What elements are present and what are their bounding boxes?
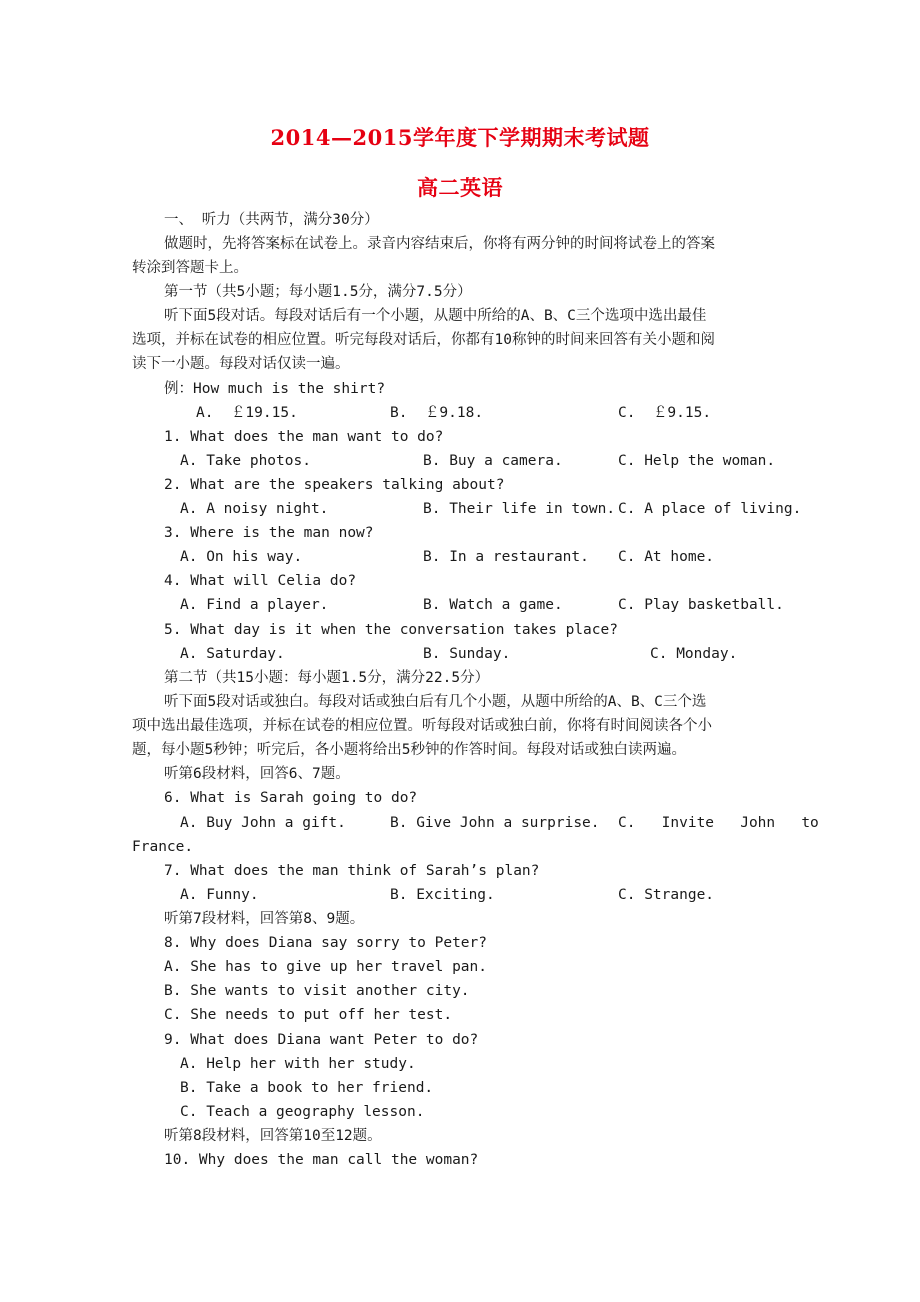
question-4: 4. What will Celia do? [164, 573, 357, 589]
option-a: A. On his way. [180, 549, 303, 565]
option-b: B. Give John a surprise. [390, 815, 600, 831]
option-b: B. ￡9.18. [390, 405, 484, 421]
question-3: 3. Where is the man now? [164, 525, 374, 541]
option-b: B. In a restaurant. [423, 549, 589, 565]
option-c: C. Strange. [618, 887, 715, 903]
option-c: C. She needs to put off her test. [164, 1007, 453, 1023]
option-a: A. Take photos. [180, 453, 311, 469]
question-9: 9. What does Diana want Peter to do? [164, 1032, 479, 1048]
section2-intro-line: 听下面5段对话或独白。每段对话或独白后有几个小题，从题中所给的A、B、C三个选 [164, 694, 707, 710]
question-5: 5. What day is it when the conversation takes place? [164, 622, 618, 638]
section1-intro-line: 听下面5段对话。每段对话后有一个小题，从题中所给的A、B、C三个选项中选出最佳 [164, 308, 707, 324]
material-instruction: 听第6段材料，回答6、7题。 [164, 766, 350, 782]
option-a: A. Funny. [180, 887, 259, 903]
material-instruction: 听第7段材料，回答第8、9题。 [164, 911, 365, 927]
option-a: A. Buy John a gift. [180, 815, 346, 831]
option-a: A. Saturday. [180, 646, 285, 662]
option-a: A. Find a player. [180, 597, 329, 613]
question-6: 6. What is Sarah going to do? [164, 790, 418, 806]
section2-intro-line: 项中选出最佳选项，并标在试卷的相应位置。听每段对话或独白前，你将有时间阅读各个小 [132, 718, 712, 734]
section2-intro-line: 题，每小题5秒钟；听完后，各小题将给出5秒钟的作答时间。每段对话或独白读两遍。 [132, 742, 686, 758]
section1-title: 第一节（共5小题；每小题1.5分，满分7.5分） [164, 284, 472, 300]
section2-title: 第二节（共15小题：每小题1.5分，满分22.5分） [164, 670, 490, 686]
exam-subtitle: 高二英语 [417, 175, 503, 200]
section1-intro-line: 选项，并标在试卷的相应位置。听完每段对话后，你都有10称钟的时间来回答有关小题和阅 [132, 332, 715, 348]
option-b: B. Take a book to her friend. [180, 1080, 434, 1096]
example-question: 例：How much is the shirt? [164, 381, 386, 397]
section1-intro-line: 读下一小题。每段对话仅读一遍。 [132, 356, 350, 372]
listening-heading: 一、 听力（共两节，满分30分） [164, 212, 379, 228]
listening-intro-line: 转涂到答题卡上。 [132, 260, 248, 276]
option-c-continuation: France. [132, 839, 194, 855]
question-2: 2. What are the speakers talking about? [164, 477, 505, 493]
exam-title: 2014—2015学年度下学期期末考试题 [270, 125, 650, 150]
option-b: B. Exciting. [390, 887, 495, 903]
option-b: B. Their life in town. [423, 501, 616, 517]
question-7: 7. What does the man think of Sarah’s plan? [164, 863, 540, 879]
question-1: 1. What does the man want to do? [164, 429, 444, 445]
material-instruction: 听第8段材料，回答第10至12题。 [164, 1128, 382, 1144]
option-b: B. Watch a game. [423, 597, 563, 613]
option-c: C. At home. [618, 549, 715, 565]
question-10: 10. Why does the man call the woman? [164, 1152, 479, 1168]
option-b: B. Sunday. [423, 646, 511, 662]
option-c: C. Play basketball. [618, 597, 784, 613]
option-c: C. Monday. [650, 646, 738, 662]
option-a: A. Help her with her study. [180, 1056, 416, 1072]
option-c: C. Teach a geography lesson. [180, 1104, 425, 1120]
option-a: A. ￡19.15. [196, 405, 298, 421]
question-8: 8. Why does Diana say sorry to Peter? [164, 935, 488, 951]
option-c: C. ￡9.15. [618, 405, 712, 421]
option-c: C. Invite John to [618, 815, 819, 831]
option-a: A. She has to give up her travel pan. [164, 959, 488, 975]
option-c: C. Help the woman. [618, 453, 776, 469]
option-c: C. A place of living. [618, 501, 802, 517]
listening-intro-line: 做题时，先将答案标在试卷上。录音内容结束后，你将有两分钟的时间将试卷上的答案 [164, 236, 715, 252]
option-b: B. Buy a camera. [423, 453, 563, 469]
option-a: A. A noisy night. [180, 501, 329, 517]
option-b: B. She wants to visit another city. [164, 983, 470, 999]
